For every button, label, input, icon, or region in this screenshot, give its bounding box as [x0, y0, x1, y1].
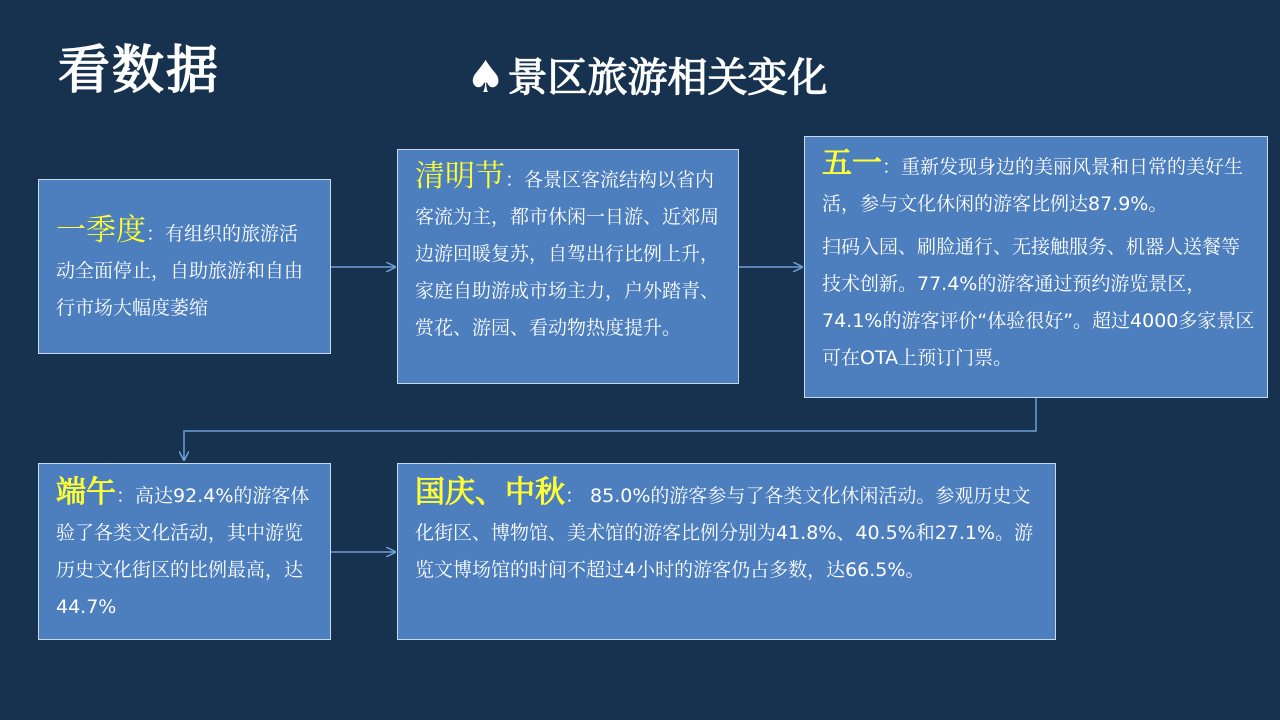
stage-heading-q1: 一季度 [56, 213, 146, 248]
stage-heading-dragonboat: 端午 [56, 475, 116, 510]
stage-sep-qingming: ： [505, 169, 525, 191]
page-title: 看数据 [58, 41, 221, 101]
stage-heading-mayday: 五一 [822, 146, 882, 181]
spade-icon: ♠ [466, 52, 506, 103]
stage-box-national [397, 463, 1056, 640]
stage-box-qingming [397, 149, 739, 384]
stage-sep-national: ： [565, 485, 585, 507]
stage-text2-mayday: 扫码入园、刷脸通行、无接触服务、机器人送餐等技术创新。77.4%的游客通过预约游览景区， 74.1%的游客评价“体验很好”。超过4000多家景区可在OTA上预订门票。 [822, 236, 1255, 369]
stage-text-mayday: 重新发现身边的美丽风景和日常的美好生活，参与文化休闲的游客比例达87.9%。 [822, 156, 1244, 215]
stage-text-qingming: 各景区客流结构以省内客流为主，都市休闲一日游、近郊周边游回暖复苏，自驾出行比例上升，家庭自助游成市场主力，户外踏青、赏花、游园、看动物热度提升。 [415, 169, 720, 339]
stage-box-mayday [804, 136, 1268, 398]
stage-heading-national: 国庆、中秋 [415, 475, 565, 510]
stage-sep-q1: ： [146, 223, 166, 245]
stage-text-national: 85.0%的游客参与了各类文化休闲活动。参观历史文化街区、博物馆、美术馆的游客比例分别为41.8%、40.5%和27.1%。游览文博场馆的时间不超过4小时的游客仍占多数，达66.5%。 [415, 485, 1034, 581]
stage-text-dragonboat: 高达92.4%的游客体验了各类文化活动，其中游览历史文化街区的比例最高，达44.7% [56, 485, 310, 618]
stage-heading-qingming: 清明节 [415, 159, 505, 194]
stage-text-q1: 有组织的旅游活动全面停止，自助旅游和自由行市场大幅度萎缩 [56, 223, 304, 319]
stage-box-q1 [38, 179, 331, 354]
subtitle-text: 景区旅游相关变化 [507, 55, 828, 102]
section-subtitle [466, 52, 827, 105]
stage-box-dragonboat [38, 463, 331, 640]
arrow-mayday-to-dragonboat [184, 398, 1036, 460]
stage-sep-dragonboat: ： [116, 485, 136, 507]
stage-sep-mayday: ： [882, 156, 902, 178]
